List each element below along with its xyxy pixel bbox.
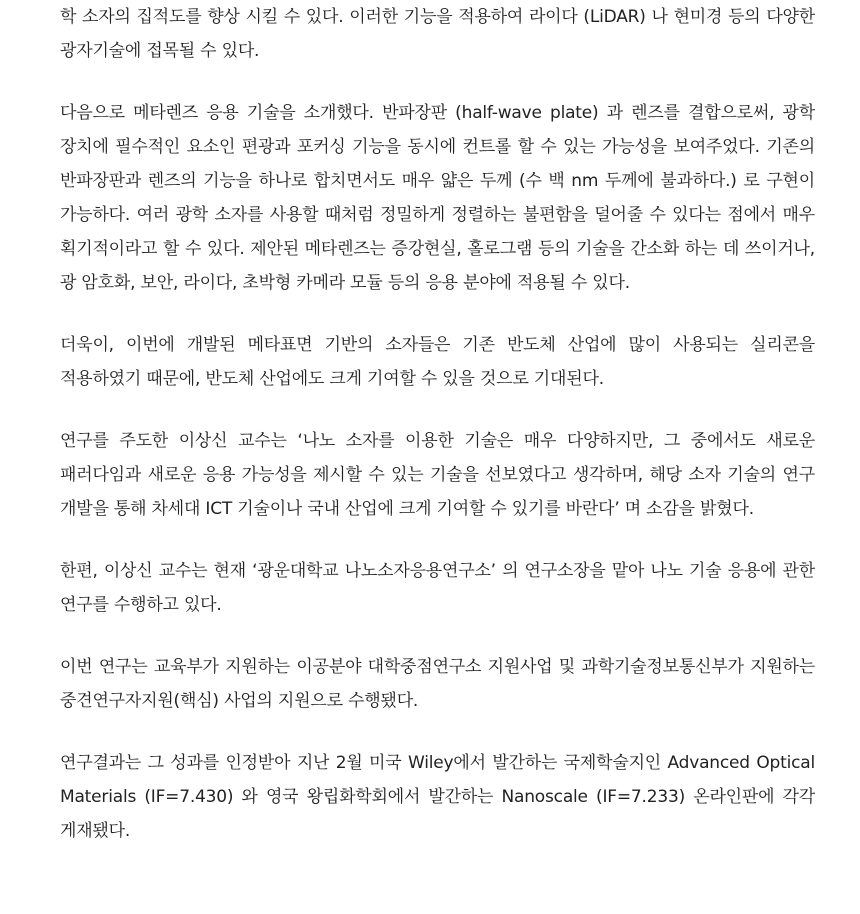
paragraph-continuation: 학 소자의 집적도를 향상 시킬 수 있다. 이러한 기능을 적용하여 라이다 (LiDAR) 나 현미경 등의 다양한 광자기술에 접목될 수 있다. [60,7,816,61]
paragraph-metalens: 다음으로 메타렌즈 응용 기술을 소개했다. 반파장판 (half-wave plate) 과 렌즈를 결합으로써, 광학 장치에 필수적인 요소인 편광과 포커싱 기능을 동시에 컨트롤 할 수 있는 가능성을 보여주었다. 기존의 반파장판과 렌즈의 기능을 하나로 합치면서도 매우 얇은 두께 (수 백 nm 두께에 불과하다.) 로 구현이 가능하다. 여러 광학 소자를 사용할 때처럼 정밀하게 정렬하는 불편함을 덜어줄 수 있다는 점에서 매우 획기적이라고 할 수 있다. 제안된 메타렌즈는 증강현실, 홀로그램 등의 기술을 간소화 하는 데 쓰이거나, 광 암호화, 보안, 라이다, 초박형 카메라 모듈 등의 응용 분야에 적용될 수 있다. [60,103,815,293]
paragraph-research-institute: 한편, 이상신 교수는 현재 ‘광운대학교 나노소자응용연구소’ 의 연구소장을 맡아 나노 기술 응용에 관한 연구를 수행하고 있다. [60,561,815,615]
paragraph-silicon: 더욱이, 이번에 개발된 메타표면 기반의 소자들은 기존 반도체 산업에 많이 사용되는 실리콘을 적용하였기 때문에, 반도체 산업에도 크게 기여할 수 있을 것으로 기대된다. [60,335,815,389]
paragraph-professor-quote: 연구를 주도한 이상신 교수는 ‘나노 소자를 이용한 기술은 매우 다양하지만, 그 중에서도 새로운 패러다임과 새로운 응용 가능성을 제시할 수 있는 기술을 선보였다고 생각하며, 해당 소자 기술의 연구 개발을 통해 차세대 ICT 기술이나 국내 산업에 크게 기여할 수 있기를 바란다’ 며 소감을 밝혔다. [60,431,815,519]
paragraph-publication: 연구결과는 그 성과를 인정받아 지난 2월 미국 Wiley에서 발간하는 국제학술지인 Advanced Optical Materials (IF=7.430) 와 영국 왕립화학회에서 발간하는 Nanoscale (IF=7.233) 온라인판에 각각 게재됐다. [60,753,815,841]
article-body [60,0,815,876]
paragraph-funding: 이번 연구는 교육부가 지원하는 이공분야 대학중점연구소 지원사업 및 과학기술정보통신부가 지원하는 중견연구자지원(핵심) 사업의 지원으로 수행됐다. [60,657,815,711]
